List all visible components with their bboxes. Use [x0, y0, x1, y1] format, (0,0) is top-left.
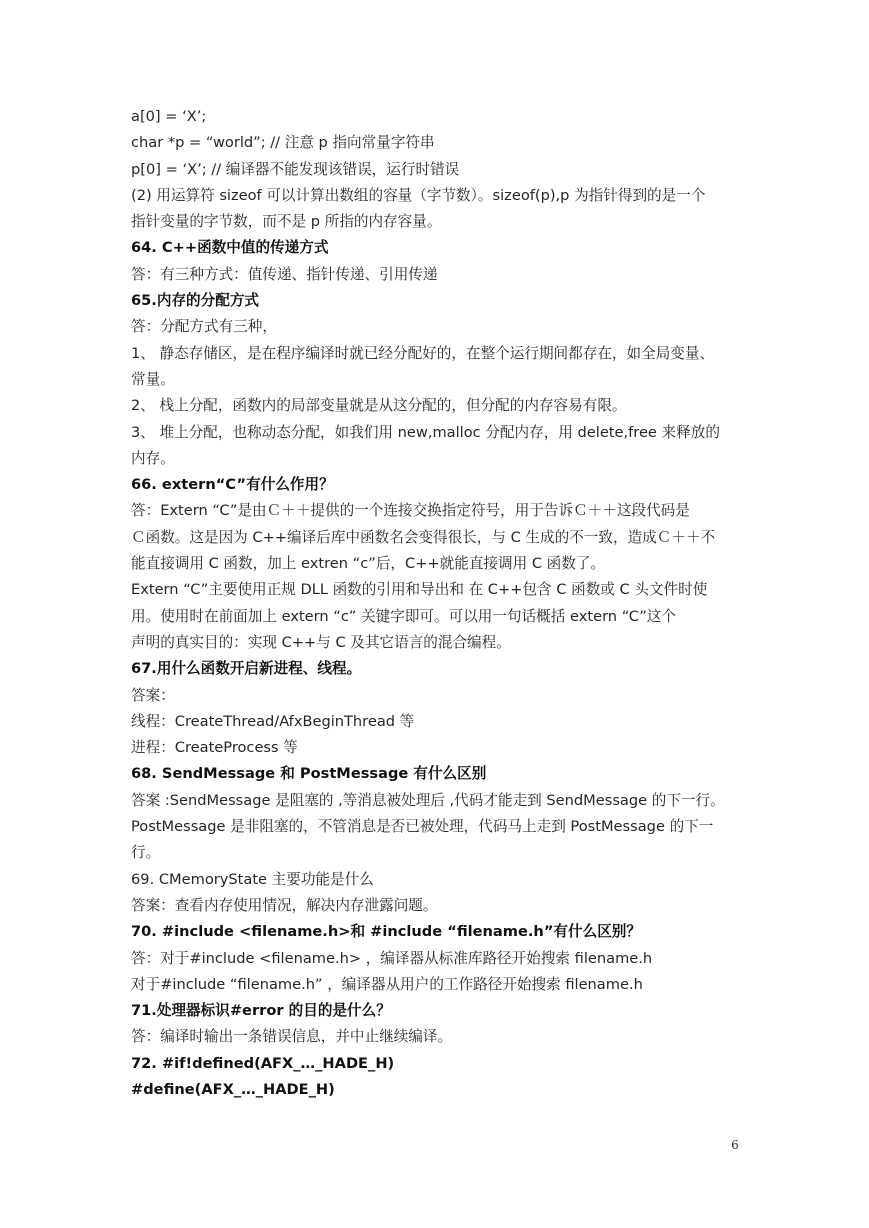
text-line: 声明的真实目的：实现 C++与 C 及其它语言的混合编程。 [131, 633, 511, 651]
section-heading: 68. SendMessage 和 PostMessage 有什么区别 [131, 765, 487, 783]
section-heading: 71.处理器标识#error 的目的是什么？ [131, 1002, 391, 1020]
section-heading: 67.用什么函数开启新进程、线程。 [131, 660, 362, 678]
text-line: a[0] = ‘X’; [131, 108, 207, 125]
text-line: (2) 用运算符 sizeof 可以计算出数组的容量（字节数）。sizeof(p),p 为指针得到的是一个 [131, 186, 706, 204]
section-heading: 66. extern“C”有什么作用？ [131, 476, 334, 494]
text-line: 答案： [131, 686, 175, 704]
section-heading: 65.内存的分配方式 [131, 292, 260, 310]
page-body [131, 104, 741, 1103]
text-line: 对于#include “filename.h” ，编译器从用户的工作路径开始搜索 filename.h [131, 975, 643, 993]
text-line: 2、 栈上分配，函数内的局部变量就是从这分配的，但分配的内存容易有限。 [131, 397, 627, 415]
section-heading: 72. #if!defined(AFX_…_HADE_H) [131, 1054, 395, 1072]
text-line: 进程：CreateProcess 等 [131, 739, 298, 757]
page-number: 6 [731, 1138, 739, 1152]
section-heading: #define(AFX_…_HADE_H) [131, 1080, 335, 1098]
text-line: 答：Extern “C”是由Ｃ＋＋提供的一个连接交换指定符号，用于告诉Ｃ＋＋这段代码是 [131, 502, 690, 520]
text-line: PostMessage 是非阻塞的，不管消息是否已被处理，代码马上走到 PostMessage 的下一 [131, 818, 714, 836]
text-line: 内存。 [131, 449, 175, 467]
section-heading: 64. C++函数中值的传递方式 [131, 239, 329, 257]
text-line: 3、 堆上分配，也称动态分配，如我们用 new,malloc 分配内存，用 delete,free 来释放的 [131, 423, 720, 441]
text-line: 答案：查看内存使用情况，解决内存泄露问题。 [131, 896, 438, 914]
text-line: 线程：CreateThread/AfxBeginThread 等 [131, 712, 415, 730]
text-line: 常量。 [131, 370, 175, 388]
text-line: char *p = “world”; // 注意 p 指向常量字符串 [131, 134, 435, 152]
text-line: 1、 静态存储区，是在程序编译时就已经分配好的，在整个运行期间都存在，如全局变量、 [131, 344, 715, 362]
text-line: Ｃ函数。这是因为 C++编译后库中函数名会变得很长，与 C 生成的不一致，造成Ｃ＋＋不 [131, 528, 716, 546]
text-line: 能直接调用 C 函数，加上 extren “c”后，C++就能直接调用 C 函数了。 [131, 555, 606, 573]
text-line: p[0] = ‘X’; // 编译器不能发现该错误，运行时错误 [131, 160, 460, 178]
text-line: 答：有三种方式：值传递、指针传递、引用传递 [131, 265, 438, 283]
text-line: 指针变量的字节数，而不是 p 所指的内存容量。 [131, 213, 442, 231]
text-line: 答：分配方式有三种， [131, 318, 277, 336]
text-line: 用。使用时在前面加上 extern “c” 关键字即可。可以用一句话概括 extern “C”这个 [131, 607, 676, 625]
text-line: 答：对于#include <filename.h> ，编译器从标准库路径开始搜索 filename.h [131, 949, 653, 967]
section-heading: 70. #include <filename.h>和 #include “filename.h”有什么区别？ [131, 923, 641, 941]
text-line: 答案 :SendMessage 是阻塞的 ,等消息被处理后 ,代码才能走到 SendMessage 的下一行。 [131, 791, 725, 809]
text-line: 69. CMemoryState 主要功能是什么 [131, 870, 374, 888]
text-line: Extern “C”主要使用正规 DLL 函数的引用和导出和 在 C++包含 C 函数或 C 头文件时使 [131, 581, 708, 599]
text-line: 行。 [131, 844, 161, 862]
text-line: 答：编译时输出一条错误信息，并中止继续编译。 [131, 1028, 453, 1046]
